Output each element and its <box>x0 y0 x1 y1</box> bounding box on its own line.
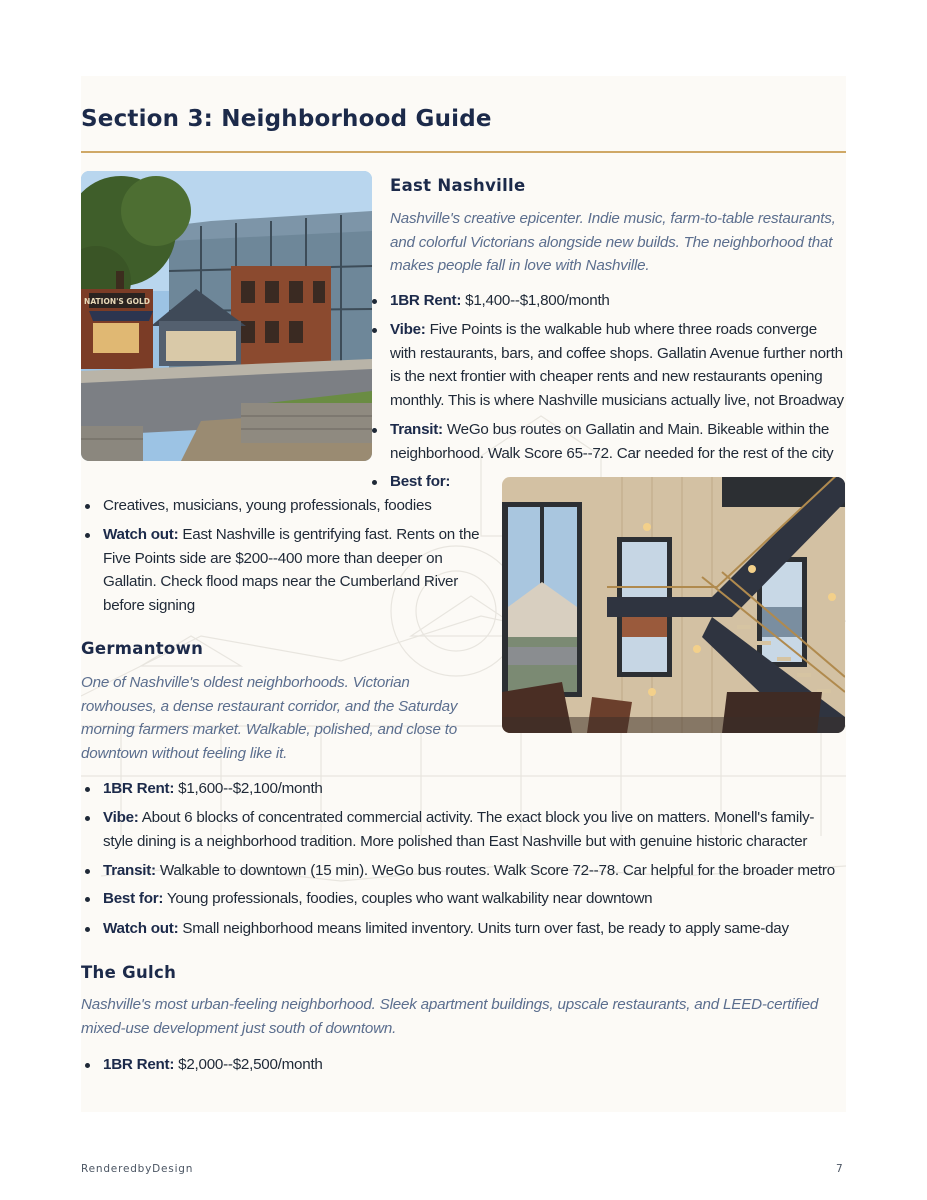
germantown-lead: One of Nashville's oldest neighborhoods. Victorian rowhouses, a dense restaurant corridor, and the Saturday morning farmers market. Walkable, polished, and close to downtown without feeling like it. <box>81 674 458 762</box>
title-rule <box>81 151 846 153</box>
germantown-vibe-item: Vibe: About 6 blocks of concentrated commercial activity. The exact block you live on matters. Monell's family- style dining is a neighborhood tradition. More polished than East Nashville but with genuine historic character <box>81 806 846 853</box>
gulch-heading: The Gulch <box>81 963 177 982</box>
east-watch-item: Watch out: East Nashville is gentrifying fast. Rents on the Five Points side are $200--400 more than deeper on Gallatin. Check flood maps near the Cumberland River before signing <box>81 523 491 617</box>
germantown-watch-item: Watch out: Small neighborhood means limited inventory. Units turn over fast, be ready to apply same-day <box>81 917 846 941</box>
stairwell-interior-photo <box>502 477 845 733</box>
germantown-heading: Germantown <box>81 639 204 658</box>
east-best-item: Best for: <box>368 470 508 494</box>
germantown-transit-item: Transit: Walkable to downtown (15 min). WeGo bus routes. Walk Score 72--78. Car helpful for the broader metro <box>81 859 846 883</box>
germantown-best-item: Best for: Young professionals, foodies, couples who want walkability near downtown <box>81 887 846 911</box>
east-nashville-heading: East Nashville <box>390 176 526 195</box>
east-nashville-lead: Nashville's creative epicenter. Indie music, farm-to-table restaurants, and colorful Victorians alongside new builds. The neighborhood that makes people fall in love with Nashville. <box>390 210 836 274</box>
east-transit-item: Transit: WeGo bus routes on Gallatin and Main. Bikeable within the neighborhood. Walk Score 65--72. Car needed for the rest of the city <box>368 418 844 465</box>
footer-brand: RenderedbyDesign <box>81 1163 194 1175</box>
east-best-value: Creatives, musicians, young professionals, foodies <box>81 494 481 518</box>
germantown-rent-item: 1BR Rent: $1,600--$2,100/month <box>81 777 681 801</box>
east-rent-item: 1BR Rent: $1,400--$1,800/month <box>368 289 838 313</box>
east-nashville-photo <box>81 171 372 461</box>
gulch-lead: Nashville's most urban-feeling neighborhood. Sleek apartment buildings, upscale restaurants, and LEED-certified mixed-use development just south of downtown. <box>81 996 819 1037</box>
page-number: 7 <box>836 1163 844 1175</box>
page-title: Section 3: Neighborhood Guide <box>81 106 492 132</box>
content-panel <box>81 76 846 1112</box>
east-vibe-item: Vibe: Five Points is the walkable hub where three roads converge with restaurants, bars, and coffee shops. Gallatin Avenue further north is the next frontier with cheaper rents and new restaurants opening monthly. This is where Nashville musicians actually live, not Broadway <box>368 318 844 412</box>
nations-gold-sign: NATION'S GOLD <box>84 297 150 306</box>
gulch-rent-item: 1BR Rent: $2,000--$2,500/month <box>81 1053 681 1077</box>
